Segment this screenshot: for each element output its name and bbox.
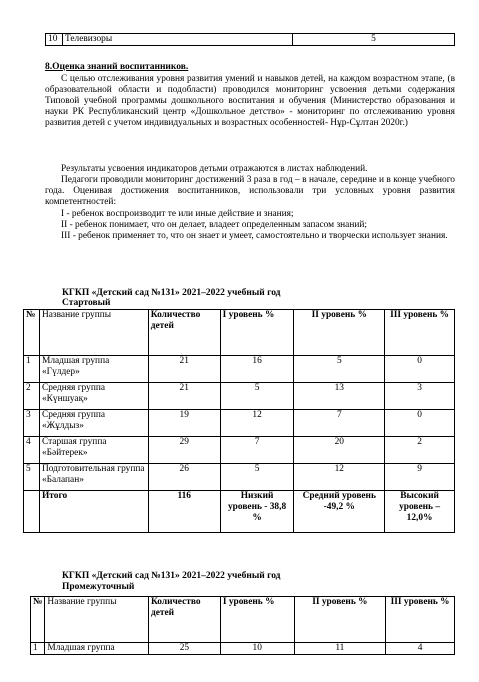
- header-num: №: [24, 310, 40, 356]
- child-count: 26: [148, 464, 220, 491]
- table-header-row: [24, 310, 455, 356]
- header-level3: III уровень %: [386, 597, 455, 643]
- table-start-monitoring: [23, 309, 455, 533]
- table-row: [24, 464, 455, 491]
- level2-value: 13: [294, 383, 385, 410]
- total-num-cell: [24, 491, 40, 533]
- table2-subheading: Промежуточный: [62, 582, 135, 592]
- level1-value: 7: [220, 437, 294, 464]
- group-name: Младшая группа «Гүлдер»: [39, 356, 148, 383]
- total-level1: Низкий уровень - 38,8 %: [220, 491, 294, 533]
- group-name: Средняя группа «Күншуақ»: [39, 383, 148, 410]
- level3-value: 4: [386, 643, 455, 655]
- header-level1: I уровень %: [220, 597, 294, 643]
- level2-value: 11: [294, 643, 386, 655]
- child-count: 29: [148, 437, 220, 464]
- level-item-3: III - ребенок применяет то, что он знает и умеет, самостоятельно и творчески использует знания.: [61, 231, 448, 241]
- total-count: 116: [148, 491, 220, 533]
- paragraph-monitoring: С целью отслеживания уровня развития умений и навыков детей, на каждом возрастном этапе, (в образовательной области и подобласти) проводился мониторинг усвоения детьми содержания Типовой учебной программы дошкольного воспитания и обучения (Министерство образования и науки РК Республиканский центр «Дошкольное детство» - мониторинг по отслеживанию уровня развития детей с учетом индивидуальных и возрастных особенностей- Нұр-Сұлтан 2020г.): [45, 74, 455, 128]
- table-header-row: [31, 597, 455, 643]
- level2-value: 20: [294, 437, 385, 464]
- level3-value: 9: [385, 464, 455, 491]
- row-num: 1: [24, 356, 40, 383]
- table-interim-monitoring: [30, 596, 455, 655]
- total-level3: Высокий уровень –12,0%: [385, 491, 455, 533]
- header-level2: II уровень %: [294, 310, 385, 356]
- child-count: 21: [148, 356, 220, 383]
- paragraph-results: Результаты усвоения индикаторов детьми отражаются в листах наблюдений.: [61, 164, 368, 174]
- child-count: 25: [148, 643, 220, 655]
- table-row: [24, 356, 455, 383]
- level3-value: 0: [385, 410, 455, 437]
- header-level2: II уровень %: [294, 597, 386, 643]
- row-num: 5: [24, 464, 40, 491]
- table-row: [24, 383, 455, 410]
- header-group-name: Название группы: [39, 310, 148, 356]
- level1-value: 5: [220, 464, 294, 491]
- row-number: 10: [46, 34, 63, 46]
- group-name: Младшая группа: [45, 643, 149, 655]
- table2-heading: КГКП «Детский сад №131» 2021–2022 учебный год: [62, 571, 281, 581]
- item-name: Телевизоры: [63, 34, 293, 46]
- level3-value: 0: [385, 356, 455, 383]
- level-item-1: I - ребенок воспроизводит те или иные действие и знания;: [61, 209, 294, 219]
- header-count: Количество детей: [148, 310, 220, 356]
- level2-value: 5: [294, 356, 385, 383]
- header-count: Количество детей: [148, 597, 220, 643]
- total-level2: Средний уровень -49,2 %: [294, 491, 385, 533]
- table-row: [24, 437, 455, 464]
- level3-value: 2: [385, 437, 455, 464]
- child-count: 21: [148, 383, 220, 410]
- group-name: Подготовительная группа «Балапан»: [39, 464, 148, 491]
- group-name: Старшая группа «Бәйтерек»: [39, 437, 148, 464]
- table1-subheading: Стартовый: [62, 298, 111, 308]
- header-level3: III уровень %: [385, 310, 455, 356]
- table-row: [31, 643, 455, 655]
- level1-value: 16: [220, 356, 294, 383]
- header-level1: I уровень %: [220, 310, 294, 356]
- table-row: [24, 410, 455, 437]
- previous-table-fragment: [45, 33, 455, 46]
- level2-value: 12: [294, 464, 385, 491]
- child-count: 19: [148, 410, 220, 437]
- row-num: 2: [24, 383, 40, 410]
- table1-heading: КГКП «Детский сад №131» 2021–2022 учебный год: [62, 288, 281, 298]
- group-name: Средняя группа «Жұлдыз»: [39, 410, 148, 437]
- row-num: 1: [31, 643, 45, 655]
- header-group-name: Название группы: [45, 597, 149, 643]
- level1-value: 12: [220, 410, 294, 437]
- level1-value: 5: [220, 383, 294, 410]
- table-row: [46, 34, 455, 46]
- level1-value: 10: [220, 643, 294, 655]
- paragraph-schedule: Педагоги проводили мониторинг достижений 3 раза в год – в начале, середине и в конце учебного года. Оценивая достижения воспитанников, использовали три условных уровня развития компетентностей:: [45, 175, 455, 207]
- level2-value: 7: [294, 410, 385, 437]
- total-label: Итого: [39, 491, 148, 533]
- level-item-2: II - ребенок понимает, что он делает, владеет определенным запасом знаний;: [61, 220, 367, 230]
- header-num: №: [31, 597, 45, 643]
- table-total-row: [24, 491, 455, 533]
- row-num: 3: [24, 410, 40, 437]
- level3-value: 3: [385, 383, 455, 410]
- row-num: 4: [24, 437, 40, 464]
- section-title: 8.Оценка знаний воспитанников.: [45, 62, 189, 72]
- item-value: 5: [293, 34, 455, 46]
